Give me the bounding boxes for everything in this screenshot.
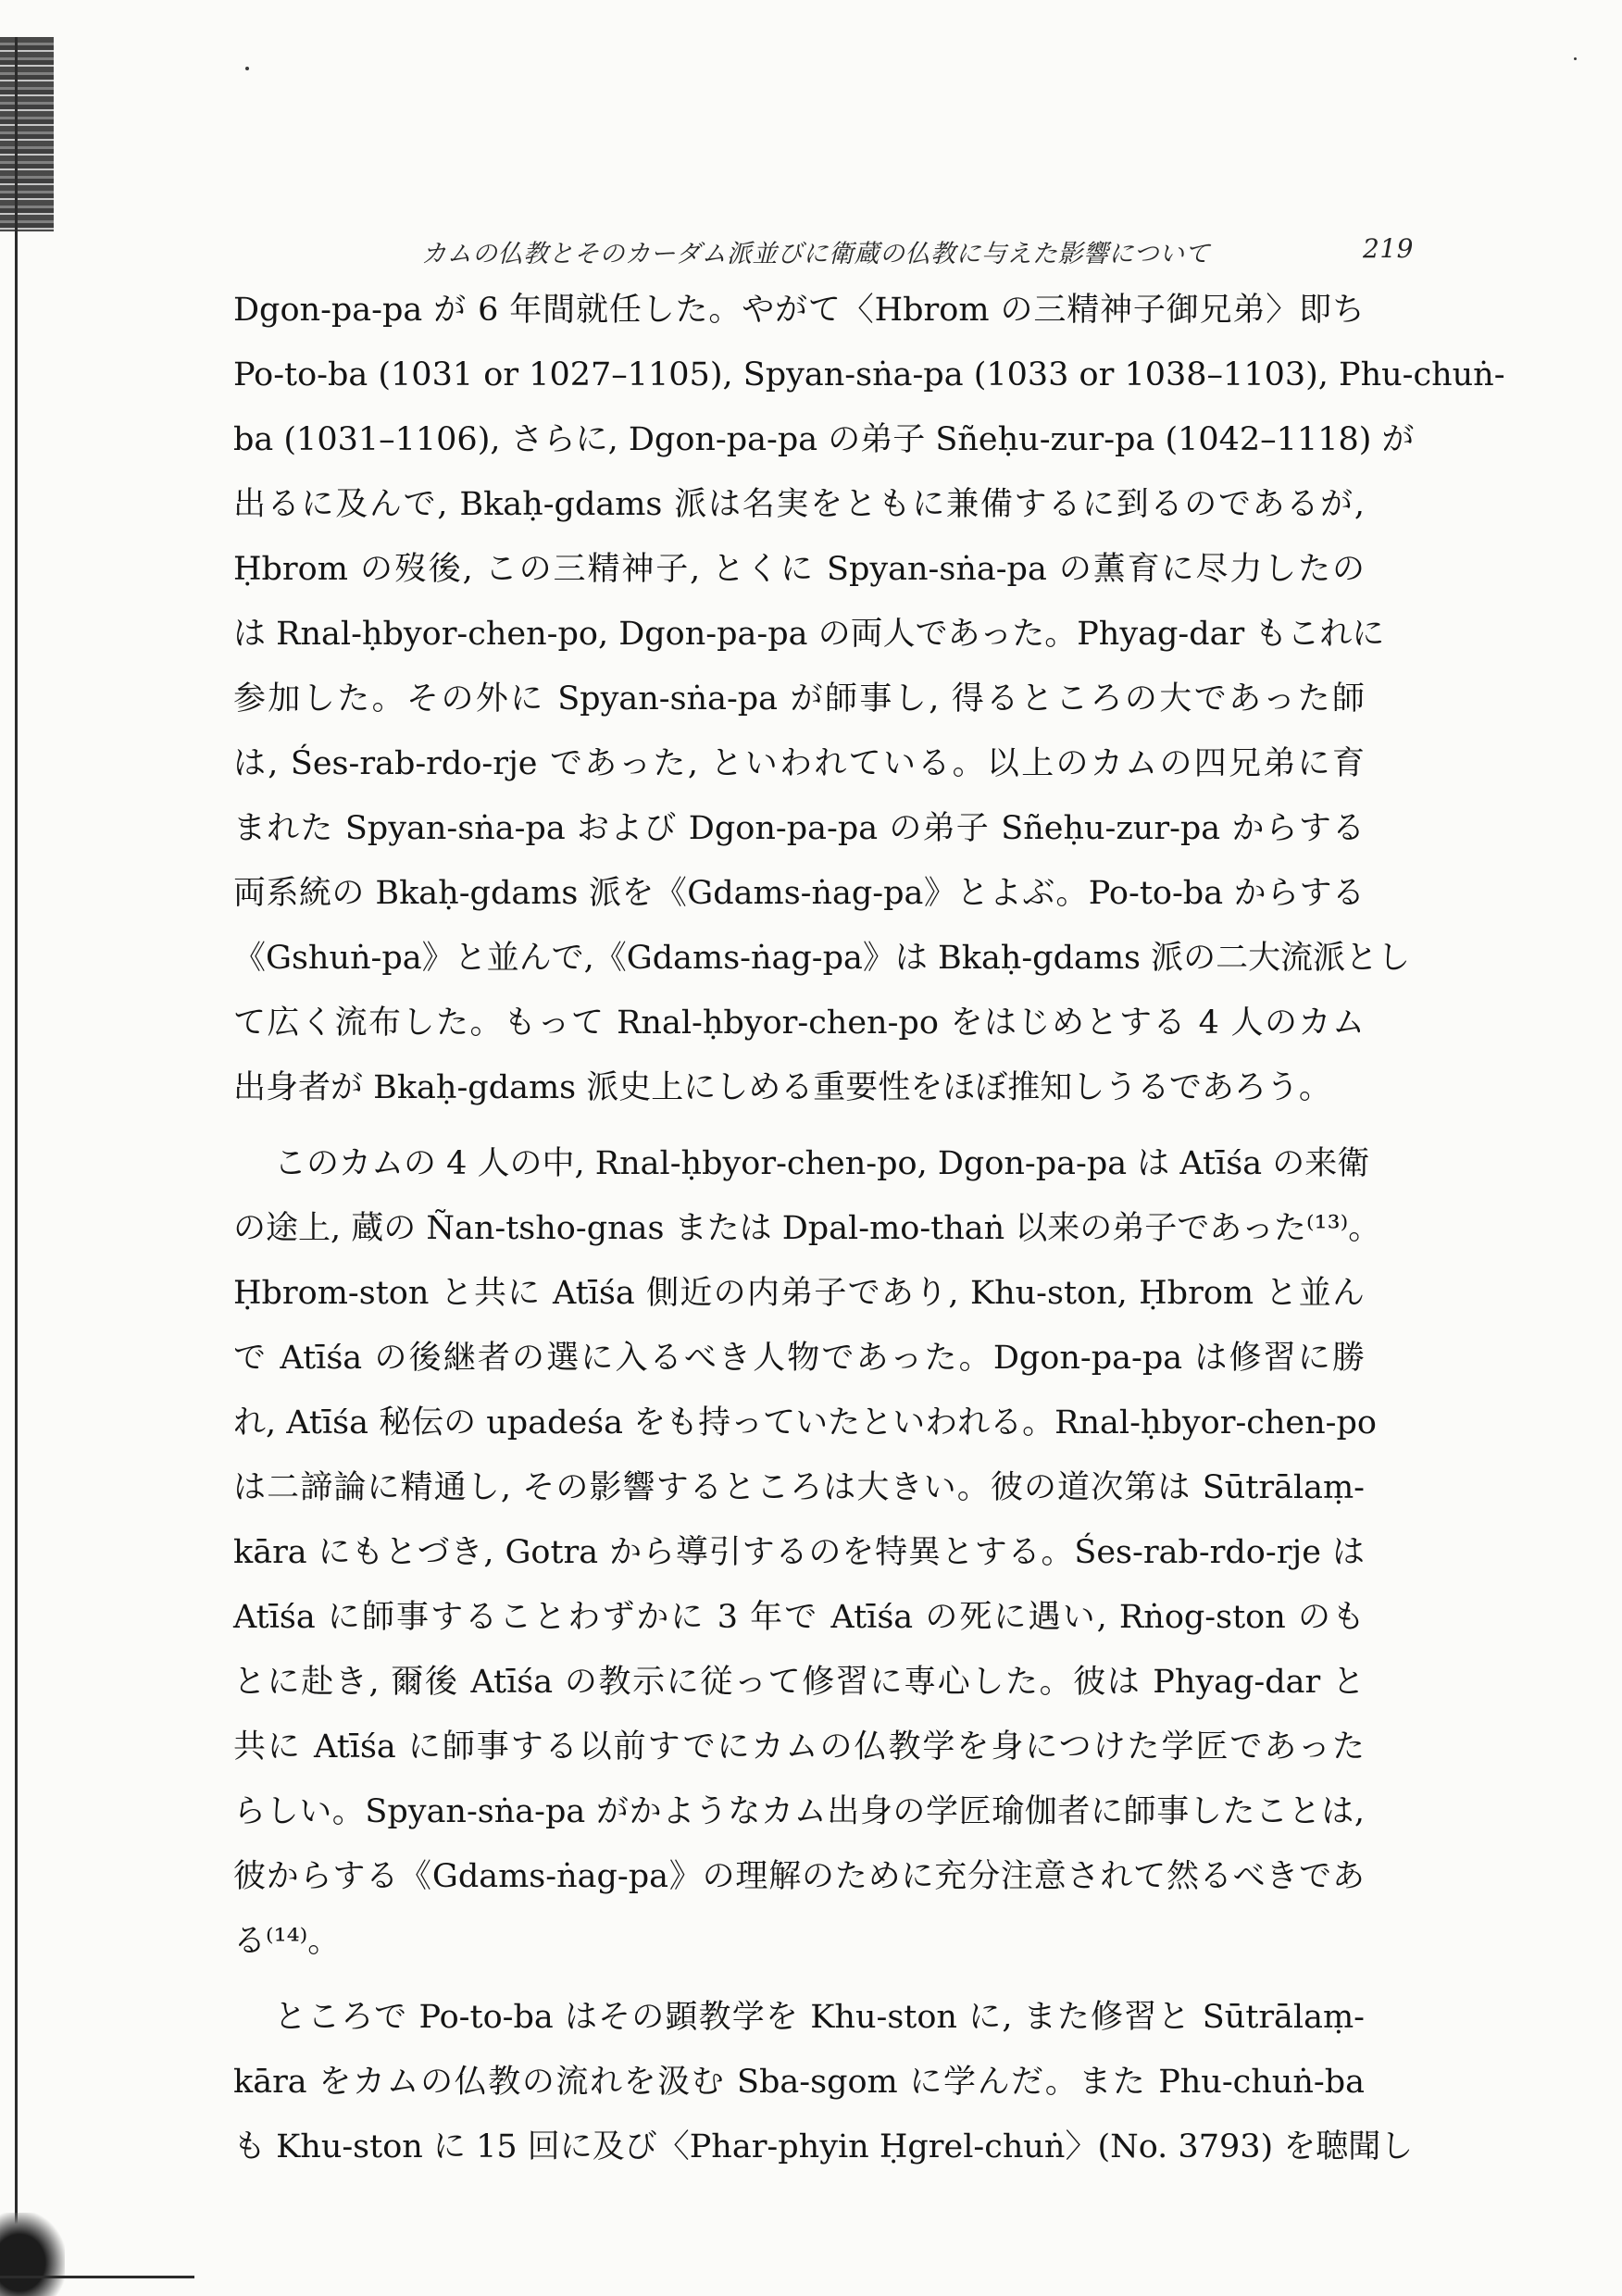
text-line: 両系統の Bkaḥ-gdams 派を《Gdams-ṅag-pa》とよぶ。Po-to-ba からする — [233, 875, 1365, 912]
page-number: 219 — [1363, 233, 1414, 264]
text-line: 《Gshuṅ-pa》と並んで,《Gdams-ṅag-pa》は Bkaḥ-gdams 派の二大流派とし — [233, 940, 1411, 977]
text-line: このカムの 4 人の中, Rnal-ḥbyor-chen-po, Dgon-pa-pa は Atīśa の来衛 — [274, 1145, 1370, 1182]
text-line: れ, Atīśa 秘伝の upadeśa をも持っていたといわれる。Rnal-ḥbyor-chen-po — [233, 1404, 1377, 1441]
text-line: て広く流布した。もって Rnal-ḥbyor-chen-po をはじめとする 4 人のカム — [233, 1004, 1365, 1042]
text-line: Dgon-pa-pa が 6 年間就任した。やがて〈Hbrom の三精神子御兄弟〉即ち — [233, 292, 1365, 329]
paragraph-1 — [233, 278, 1505, 1120]
scan-bottom-rule — [0, 2276, 194, 2278]
text-line: ところで Po-to-ba はその顕教学を Khu-ston に, また修習と Sūtrālaṃ- — [274, 1999, 1365, 2036]
text-line: 出るに及んで, Bkaḥ-gdams 派は名実をともに兼備するに到るのであるが, — [233, 486, 1365, 523]
text-line: も Khu-ston に 15 回に及び〈Phar-phyin Ḥgrel-chuṅ〉(No. 3793) を聴聞し — [233, 2128, 1414, 2165]
text-line: らしい。Spyan-sṅa-pa がかようなカム出身の学匠瑜伽者に師事したことは, — [233, 1793, 1365, 1830]
scan-bottom-smudge — [0, 2213, 65, 2296]
scan-speck — [1574, 57, 1577, 60]
text-line: で Atīśa の後継者の選に入るべき人物であった。Dgon-pa-pa は修習に勝 — [233, 1340, 1365, 1377]
paragraph-3 — [233, 1985, 1414, 2179]
text-line: は二諦論に精通し, その影響するところは大きい。彼の道次第は Sūtrālaṃ- — [233, 1469, 1365, 1506]
text-line: kāra をカムの仏教の流れを汲む Sba-sgom に学んだ。また Phu-chuṅ-ba — [233, 2064, 1365, 2101]
scan-binding-edge — [0, 37, 54, 231]
paragraph-2 — [233, 1131, 1381, 1974]
running-head — [421, 233, 1430, 269]
running-head-title: カムの仏教とそのカーダム派並びに衛蔵の仏教に与えた影響について — [421, 240, 1210, 268]
text-line: る⁽¹⁴⁾。 — [233, 1923, 341, 1960]
text-line: ba (1031–1106), さらに, Dgon-pa-pa の弟子 Sñeḥu-zur-pa (1042–1118) が — [233, 421, 1415, 458]
text-line: は Rnal-ḥbyor-chen-po, Dgon-pa-pa の両人であった。Phyag-dar もこれに — [233, 616, 1385, 653]
text-line: まれた Spyan-sṅa-pa および Dgon-pa-pa の弟子 Sñeḥu-zur-pa からする — [233, 810, 1365, 847]
text-line: 出身者が Bkaḥ-gdams 派史上にしめる重要性をほぼ推知しうるであろう。 — [233, 1069, 1331, 1106]
text-line: Po-to-ba (1031 or 1027–1105), Spyan-sṅa-pa (1033 or 1038–1103), Phu-chuṅ- — [233, 356, 1505, 393]
scan-left-border-line — [15, 37, 18, 2268]
text-line: の途上, 蔵の Ñan-tsho-gnas または Dpal-mo-thaṅ 以来の弟子であった⁽¹³⁾。 — [233, 1210, 1381, 1247]
scan-speck — [245, 67, 249, 70]
body-text — [233, 278, 1505, 2179]
text-line: Ḥbrom-ston と共に Atīśa 側近の内弟子であり, Khu-ston, Ḥbrom と並ん — [233, 1275, 1365, 1312]
text-line: は, Śes-rab-rdo-rje であった, といわれている。以上のカムの四兄弟に育 — [233, 745, 1365, 782]
text-line: Atīśa に師事することわずかに 3 年で Atīśa の死に遇い, Rṅog-ston のも — [233, 1599, 1365, 1636]
text-line: Ḥbrom の歿後, この三精神子, とくに Spyan-sṅa-pa の薫育に尽力したの — [233, 551, 1365, 588]
text-line: 参加した。その外に Spyan-sṅa-pa が師事し, 得るところの大であった師 — [233, 680, 1365, 718]
text-line: とに赴き, 爾後 Atīśa の教示に従って修習に専心した。彼は Phyag-dar と — [233, 1664, 1365, 1701]
text-line: 彼からする《Gdams-ṅag-pa》の理解のために充分注意されて然るべきであ — [233, 1858, 1365, 1895]
text-line: kāra にもとづき, Gotra から導引するのを特異とする。Śes-rab-rdo-rje は — [233, 1534, 1365, 1571]
text-line: 共に Atīśa に師事する以前すでにカムの仏教学を身につけた学匠であった — [233, 1728, 1365, 1766]
